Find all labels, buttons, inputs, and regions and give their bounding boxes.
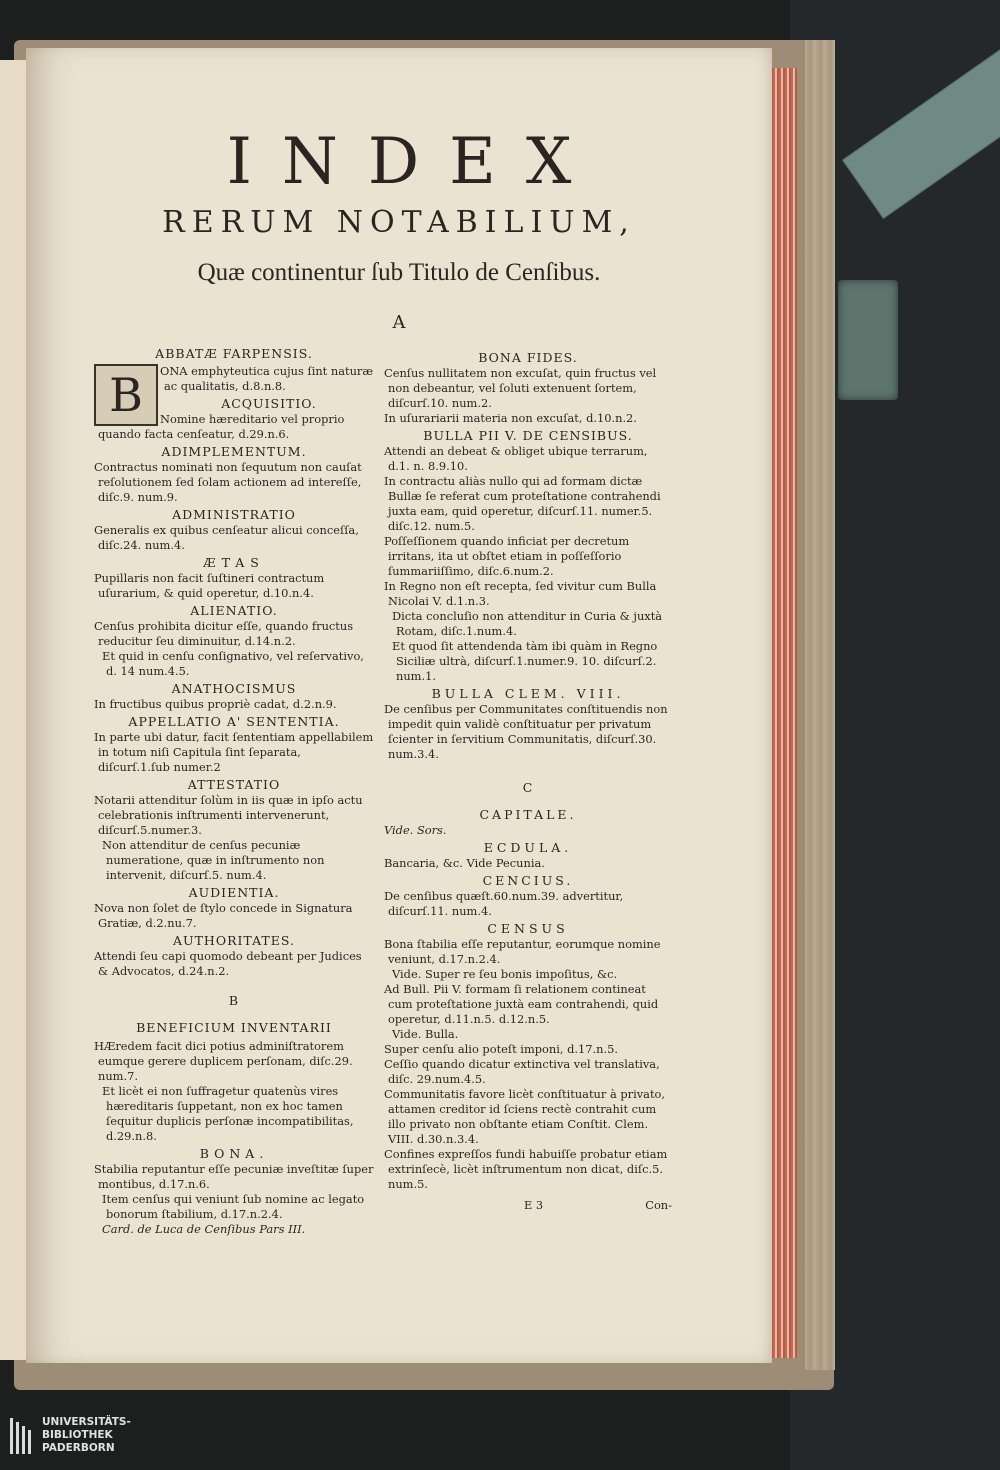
- left-column: ABBATÆ FARPENSIS. B ONA emphyteutica cujus ſint naturæ ac qualitatis, d.8.n.8. ACQUISITIO. Nomine hæreditario vel proprio quando facta cenſeatur, d.29.n.6. ADIMPLEMENTUM. Contractus nominati non ſequutum non cauſat reſolutionem ſed ſolam actionem ad intereſſe, diſc.9. num.9. ADMINISTRATIO Generalis ex quibus cenſeatur alicui conceſſa, diſc.24. num.4. ÆTAS Pupillaris non facit ſuſtineri contractum uſurarium, & quid operetur, d.10.n.4. ALIENATIO. Cenſus prohibita dicitur eſſe, quando fructus reducitur ſeu diminuitur, d.14.n.2. Et quid in cenſu conſignativo, vel reſervativo, d. 14 num.4.5. ANATHOCISMUS In fructibus quibus propriè cadat, d.2.n.9. APPELLATIO A' SENTENTIA. In parte ubi datur, facit ſententiam appellabilem in totum niſi Capitula ſint ſeparata, diſcurſ.1.ſub numer.2 ATTESTATIO Notarii attenditur ſolùm in iis quæ in ipſo actu celebrationis inſtrumenti intervenerunt, diſcurſ.5.numer.3. Non attenditur de cenſus pecuniæ numeratione, quæ in inſtrumento non intervenit, diſcurſ.5. num.4. AUDIENTIA. Nova non ſolet de ſtylo concede in Signatura Gratiæ, d.2.nu.7. AUTHORITATES. Attendi ſeu capi quomodo debeant per Judices & Advocatos, d.24.n.2. B BENEFICIUM INVENTARII HÆredem facit dici potius adminiſtratorem eumque gerere duplicem perſonam, diſc.29. num.7. Et licèt ei non ſuffragetur quatenùs vires hæreditaris ſuppetant, non ex hoc tamen ſequitur duplicis perſonæ incompatibilitas, d.29.n.8. BONA. Stabilia reputantur eſſe pecuniæ inveſtitæ ſuper montibus, d.17.n.6. Item cenſus qui veniunt ſub nomine ac legato bonorum ſtabilium, d.17.n.2.4. Card. de Luca de Cenſibus Pars III.: [94, 346, 374, 1236]
- page-signature-row: [384, 1198, 672, 1216]
- heading: ABBATÆ FARPENSIS.: [155, 346, 313, 361]
- entry: B ONA emphyteutica cujus ſint naturæ ac qualitatis, d.8.n.8. ACQUISITIO. Nomine hæreditario vel proprio quando facta cenſeatur, d.29.n.6.: [94, 364, 374, 442]
- index-title: INDEX: [226, 125, 602, 199]
- catchword: Con-: [645, 1198, 672, 1212]
- library-logo-icon: [10, 1418, 32, 1454]
- drop-cap-b: B: [94, 364, 158, 426]
- index-subtitle: RERUM NOTABILIUM,: [162, 205, 636, 240]
- index-subtitle-2: Quæ continentur ſub Titulo de Cenſibus.: [197, 259, 601, 286]
- library-name: UNIVERSITÄTS- BIBLIOTHEK PADERBORN: [42, 1416, 131, 1454]
- book-spine: [805, 40, 835, 1370]
- right-column: BONA FIDES. Cenſus nullitatem non excuſat, quin fructus vel non debeantur, vel ſoluti extenuent ſortem, diſcurſ.10. num.2. In uſurariarii materia non excuſat, d.10.n.2. BULLA PII V. DE CENSIBUS. Attendi an debeat & obliget ubique terrarum, d.1. n. 8.9.10. In contractu aliàs nullo qui ad formam dictæ Bullæ ſe referat cum proteſtatione contrahendi juxta eam, quid operetur, diſcurſ.11. numer.5. diſc.12. num.5. Poſſeſſionem quando inficiat per decretum irritans, ita ut obſtet etiam in poſſeſſorio ſummariiſſimo, diſc.6.num.2. In Regno non eſt recepta, ſed vivitur cum Bulla Nicolai V. d.1.n.3. Dicta concluſio non attenditur in Curia & juxtà Rotam, diſc.1.num.4. Et quod ſit attendenda tàm ibi quàm in Regno Siciliæ ultrà, diſcurſ.1.numer.9. 10. diſcurſ.2. num.1. BULLA CLEM. VIII. De cenſibus per Communitates conſtituendis non impedit quin validè conſtituatur per privatum ſcienter in ſervitium Communitatis, diſcurſ.30. num.3.4. C CAPITALE. Vide. Sors. ECDULA. Bancaria, &c. Vide Pecunia. CENCIUS. De cenſibus quæſt.60.num.39. advertitur, diſcurſ.11. num.4. CENSUS Bona ſtabilia eſſe reputantur, eorumque nomine veniunt, d.17.n.2.4. Vide. Super re ſeu bonis impoſitus, &c. Ad Bull. Pii V. formam ſi relationem contineat cum proteſtatione juxtà eam contrahendi, quid operetur, d.11.n.5. d.12.n.5. Vide. Bulla. Super cenſu alio poteſt imponi, d.17.n.5. Ceſſio quando dicatur extinctiva vel translativa, diſc. 29.num.4.5. Communitatis favore licèt conſtituatur à privato, attamen creditor id ſciens rectè contrahit cum illo privato non obſtante etiam Conſtit. Clem. VIII. d.30.n.3.4. Confines expreſſos fundi habuiſſe probatur etiam extrinſecè, licèt inſtrumentum non dicat, diſc.5. num.5. E 3 Con-: [384, 348, 672, 1216]
- book-page: [26, 48, 772, 1363]
- signature-mark: E 3: [524, 1198, 544, 1212]
- page-footer: Card. de Luca de Cenſibus Pars III.: [102, 1222, 306, 1236]
- metal-clip: [838, 280, 898, 400]
- section-letter-a: A: [392, 312, 406, 333]
